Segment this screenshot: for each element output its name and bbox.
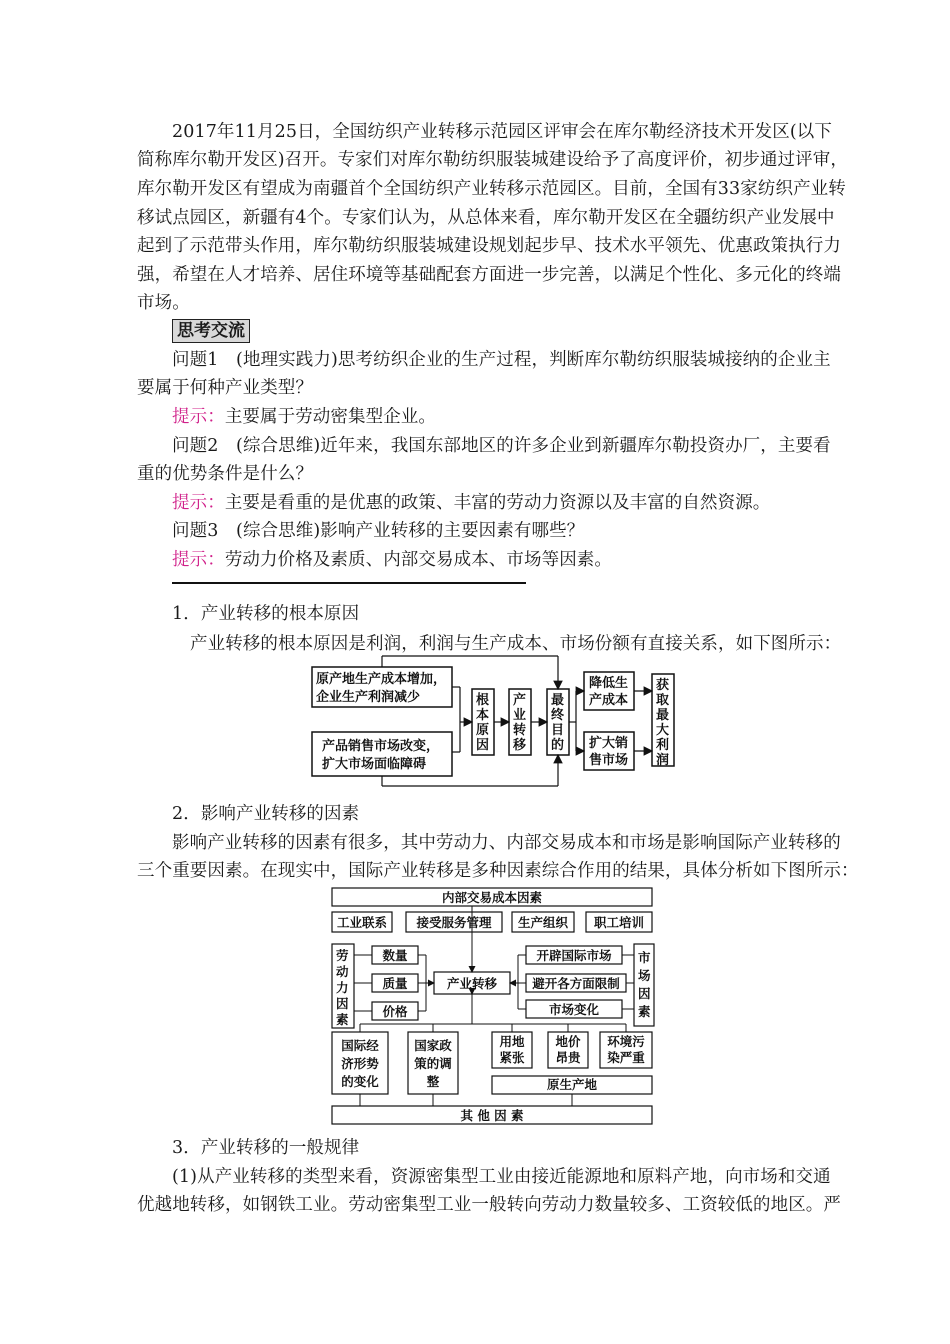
intl-line: 国际经 xyxy=(341,1038,379,1053)
env-line: 染严重 xyxy=(607,1050,645,1065)
section3-text-cont: 优越地转移，如钢铁工业。劳动密集型工业一般转向劳动力数量较多、工资较低的地区。严 xyxy=(137,1195,841,1215)
transfer-char: 业 xyxy=(513,708,527,723)
answer-2-text: 主要是看重的是优惠的政策、丰富的劳动力资源以及丰富的自然资源。 xyxy=(224,493,771,513)
answer-1 xyxy=(172,403,852,431)
discussion-title: 思考交流 xyxy=(172,319,250,343)
env-line: 环境污 xyxy=(607,1034,645,1049)
answer-2 xyxy=(172,489,852,517)
max-profit-char: 利 xyxy=(656,738,670,753)
question-1-cont: 要属于何种产业类型？ xyxy=(137,378,313,398)
intro-line: 库尔勒开发区有望成为南疆首个全国纺织产业转移示范园区。目前，全国有33家纺织产业转 xyxy=(137,179,846,199)
intro-line: 2017年11月25日，全国纺织产业转移示范园区评审会在库尔勒经济技术开发区(以下 xyxy=(172,122,832,142)
goal-char: 目 xyxy=(551,723,565,738)
section1-text: 产业转移的根本原因是利润，利润与生产成本、市场份额有直接关系，如下图所示： xyxy=(190,634,842,654)
labor-char: 因 xyxy=(336,996,349,1011)
market-char: 素 xyxy=(638,1004,651,1019)
hint-label: 提示： xyxy=(172,493,225,513)
section3-text: (1)从产业转移的类型来看，资源密集型工业由接近能源地和原料产地，向市场和交通 xyxy=(172,1167,831,1187)
section3-heading: 3．产业转移的一般规律 xyxy=(172,1138,360,1158)
max-profit-char: 取 xyxy=(656,693,670,708)
intl-line: 的变化 xyxy=(341,1074,379,1089)
expand-market-line: 扩大销 xyxy=(589,736,629,751)
policy-line: 整 xyxy=(426,1074,440,1089)
question-2: 问题2 (综合思维)近年来，我国东部地区的许多企业到新疆库尔勒投资办厂，主要看 xyxy=(172,436,831,456)
center-transfer: 产业转移 xyxy=(446,976,498,991)
cost-box-line: 原产地生产成本增加， xyxy=(316,672,447,687)
internal-cost-label: 内部交易成本因素 xyxy=(441,890,543,905)
max-profit-char: 润 xyxy=(656,753,670,768)
section-divider xyxy=(172,582,526,584)
market-box-line: 扩大市场面临障碍 xyxy=(322,757,427,772)
cost-box-line: 企业生产利润减少 xyxy=(316,690,421,705)
question-2-cont: 重的优势条件是什么？ xyxy=(137,464,313,484)
factor-service-management: 接受服务管理 xyxy=(416,915,492,930)
market-box-line: 产品销售市场改变， xyxy=(322,739,440,754)
intro-line: 强，希望在人才培养、居住环境等基础配套方面进一步完善，以满足个性化、多元化的终端 xyxy=(137,265,841,285)
intro-line: 移试点园区，新疆有4个。专家们认为，从总体来看，库尔勒开发区在全疆纺织产业发展中 xyxy=(137,208,835,228)
lower-cost-line: 降低生 xyxy=(589,676,629,691)
intro-line: 起到了示范带头作用，库尔勒纺织服装城建设规划起步早、技术水平领先、优惠政策执行力 xyxy=(137,236,841,256)
section2-text: 影响产业转移的因素有很多，其中劳动力、内部交易成本和市场是影响国际产业转移的 xyxy=(172,833,841,853)
price-line: 地价 xyxy=(555,1034,581,1049)
profit-diagram xyxy=(300,652,690,792)
labor-char: 劳 xyxy=(336,948,349,963)
transfer-char: 转 xyxy=(513,723,527,738)
goal-char: 的 xyxy=(551,738,565,753)
hint-label: 提示： xyxy=(172,407,225,427)
lower-cost-line: 产成本 xyxy=(589,693,629,708)
factor-industry-link: 工业联系 xyxy=(336,915,388,930)
origin-label: 原生产地 xyxy=(546,1077,598,1092)
root-char: 本 xyxy=(476,708,490,723)
max-profit-char: 获 xyxy=(656,678,670,693)
answer-3 xyxy=(172,546,852,574)
labor-char: 素 xyxy=(336,1012,349,1027)
expand-market-line: 售市场 xyxy=(589,753,629,768)
intro-line: 简称库尔勒开发区)召开。专家们对库尔勒纺织服装城建设给予了高度评价，初步通过评审， xyxy=(137,150,848,170)
transfer-char: 移 xyxy=(513,738,527,753)
market-char: 场 xyxy=(638,968,651,983)
factor-production-org: 生产组织 xyxy=(517,915,569,930)
question-3: 问题3 (综合思维)影响产业转移的主要因素有哪些？ xyxy=(172,521,585,541)
root-char: 因 xyxy=(476,738,490,753)
other-factors-label: 其 他 因 素 xyxy=(460,1108,524,1123)
land-line: 紧张 xyxy=(499,1050,525,1065)
section2-heading: 2．影响产业转移的因素 xyxy=(172,804,360,824)
question-1: 问题1 (地理实践力)思考纺织企业的生产过程，判断库尔勒纺织服装城接纳的企业主 xyxy=(172,350,831,370)
hint-label: 提示： xyxy=(172,550,225,570)
labor-char: 动 xyxy=(336,964,349,979)
max-profit-char: 大 xyxy=(656,723,670,738)
root-char: 原 xyxy=(476,723,490,738)
answer-3-text: 劳动力价格及素质、内部交易成本、市场等因素。 xyxy=(224,550,613,570)
policy-line: 策的调 xyxy=(414,1056,452,1071)
policy-line: 国家政 xyxy=(414,1038,452,1053)
goal-char: 终 xyxy=(551,708,565,723)
section2-text-cont: 三个重要因素。在现实中，国际产业转移是多种因素综合作用的结果，具体分析如下图所示： xyxy=(137,861,859,881)
transfer-char: 产 xyxy=(513,693,527,708)
labor-char: 力 xyxy=(336,980,349,995)
answer-1-text: 主要属于劳动密集型企业。 xyxy=(224,407,437,427)
factors-diagram xyxy=(328,884,660,1130)
section1-heading: 1．产业转移的根本原因 xyxy=(172,604,360,624)
intl-line: 济形势 xyxy=(341,1056,379,1071)
max-profit-char: 最 xyxy=(656,708,670,723)
market-open-intl: 开辟国际市场 xyxy=(536,948,612,963)
labor-price: 价格 xyxy=(382,1004,408,1019)
market-change: 市场变化 xyxy=(548,1002,600,1017)
price-line: 昂贵 xyxy=(555,1050,581,1065)
root-char: 根 xyxy=(476,693,490,708)
goal-char: 最 xyxy=(551,693,565,708)
labor-quantity: 数量 xyxy=(382,948,408,963)
market-avoid-limits: 避开各方面限制 xyxy=(532,976,620,991)
labor-quality: 质量 xyxy=(382,976,408,991)
market-char: 因 xyxy=(638,986,651,1001)
intro-line: 市场。 xyxy=(137,293,190,313)
land-line: 用地 xyxy=(499,1034,525,1049)
factor-staff-training: 职工培训 xyxy=(593,915,645,930)
market-char: 市 xyxy=(638,950,651,965)
